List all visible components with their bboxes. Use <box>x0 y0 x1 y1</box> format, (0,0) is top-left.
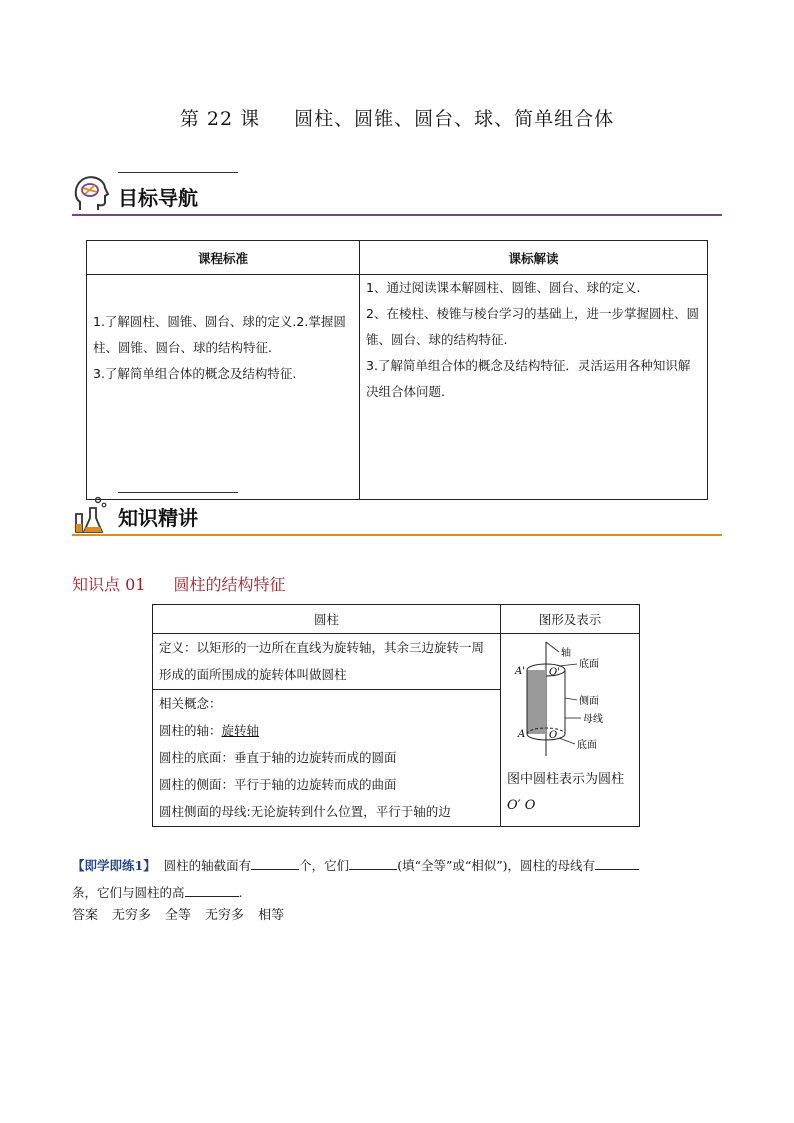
interpretation-cell <box>360 275 708 500</box>
concept-value: 无论旋转到什么位置，平行于轴的边 <box>250 804 451 819</box>
concept-item <box>159 798 494 825</box>
figure-label-o: O <box>549 730 558 741</box>
related-title: 相关概念： <box>159 696 222 711</box>
brain-head-icon <box>72 174 110 214</box>
section-title: 知识精讲 <box>118 506 198 530</box>
figure-label-axis: 轴 <box>561 648 571 659</box>
interpretation-line: 2、在棱柱、棱锥与棱台学习的基础上，进一步掌握圆柱、圆锥、圆台、球的结构特征. <box>366 306 699 347</box>
interpretation-line: 1、通过阅读课本解圆柱、圆锥、圆台、球的定义. <box>366 280 641 295</box>
lesson-topic: 圆柱、圆锥、圆台、球、简单组合体 <box>294 108 615 130</box>
answer-label: 答案 <box>72 908 99 923</box>
figure-label-a: A <box>518 729 526 740</box>
header-top-line <box>118 172 238 173</box>
exercise-tag: 【即学即练1】 <box>72 858 156 873</box>
definition-cell: 定义：以矩形的一边所在直线为旋转轴，其余三边旋转一周形成的面所围成的旋转体叫做圆柱 <box>153 634 501 690</box>
figure-label-side: 侧面 <box>579 696 599 707</box>
standards-table <box>86 240 708 500</box>
exercise-text: . <box>238 885 243 900</box>
figure-caption: 图中圆柱表示为圆柱 <box>507 772 625 787</box>
figure-cell <box>501 634 640 827</box>
exercise <box>72 852 722 906</box>
knowledge-point-number: 知识点 01 <box>72 575 146 594</box>
cylinder-notation: O′ O <box>507 798 536 813</box>
concept-value: 旋转轴 <box>221 723 260 738</box>
exercise-text: (填“全等”或“相似”)，圆柱的母线有 <box>397 858 596 873</box>
concept-label: 圆柱的底面： <box>159 750 235 765</box>
related-concepts-cell <box>153 690 501 827</box>
concept-item <box>159 717 494 744</box>
answer-value: 无穷多 <box>205 908 245 923</box>
figure-label-generatrix: 母线 <box>583 714 603 725</box>
answer-value: 相等 <box>258 908 285 923</box>
header-top-line <box>118 492 238 493</box>
section-title: 目标导航 <box>118 186 198 210</box>
concept-item <box>159 771 494 798</box>
answer-line <box>72 904 298 923</box>
answer-value: 无穷多 <box>112 908 152 923</box>
table-header: 课标解读 <box>360 241 708 275</box>
standard-line: 3.了解简单组合体的概念及结构特征. <box>93 366 297 381</box>
header-underline <box>72 534 722 536</box>
standards-cell <box>87 275 360 500</box>
figure-label-a-prime: A' <box>515 666 525 677</box>
answer-blank[interactable] <box>595 855 639 870</box>
cylinder-table <box>152 604 640 827</box>
answer-blank[interactable] <box>185 882 239 897</box>
cylinder-figure <box>501 634 631 764</box>
figure-label-o-prime: O' <box>549 667 560 678</box>
knowledge-point-name: 圆柱的结构特征 <box>173 575 286 594</box>
figure-label-bottom-base: 底面 <box>577 740 597 751</box>
answer-value: 全等 <box>165 908 192 923</box>
exercise-text: 条，它们与圆柱的高 <box>72 885 185 900</box>
exercise-text: 个，它们 <box>299 858 350 873</box>
interpretation-line: 3.了解简单组合体的概念及结构特征．灵活运用各种知识解决组合体问题. <box>366 358 691 399</box>
table-header: 课程标准 <box>87 241 360 275</box>
flask-icon <box>72 494 110 534</box>
knowledge-point-title <box>72 572 285 595</box>
table-header: 图形及表示 <box>501 605 640 634</box>
concept-value: 垂直于轴的边旋转而成的圆面 <box>234 750 397 765</box>
page-title <box>0 104 794 131</box>
header-underline <box>72 214 722 216</box>
exercise-text: 圆柱的轴截面有 <box>163 858 252 873</box>
concept-item <box>159 744 494 771</box>
concept-label: 圆柱的侧面： <box>159 777 235 792</box>
answer-blank[interactable] <box>251 855 299 870</box>
answer-blank[interactable] <box>349 855 397 870</box>
concept-label: 圆柱的轴： <box>159 723 222 738</box>
concept-label: 圆柱侧面的母线: <box>159 804 251 819</box>
section-header-knowledge <box>72 492 722 538</box>
section-header-goals <box>72 172 722 218</box>
concept-value: 平行于轴的边旋转而成的曲面 <box>234 777 397 792</box>
standard-line: 1.了解圆柱、圆锥、圆台、球的定义.2.掌握圆柱、圆锥、圆台、球的结构特征. <box>93 314 346 355</box>
lesson-number: 第 22 课 <box>179 108 261 130</box>
table-header: 圆柱 <box>153 605 501 634</box>
figure-label-top-base: 底面 <box>579 659 599 670</box>
